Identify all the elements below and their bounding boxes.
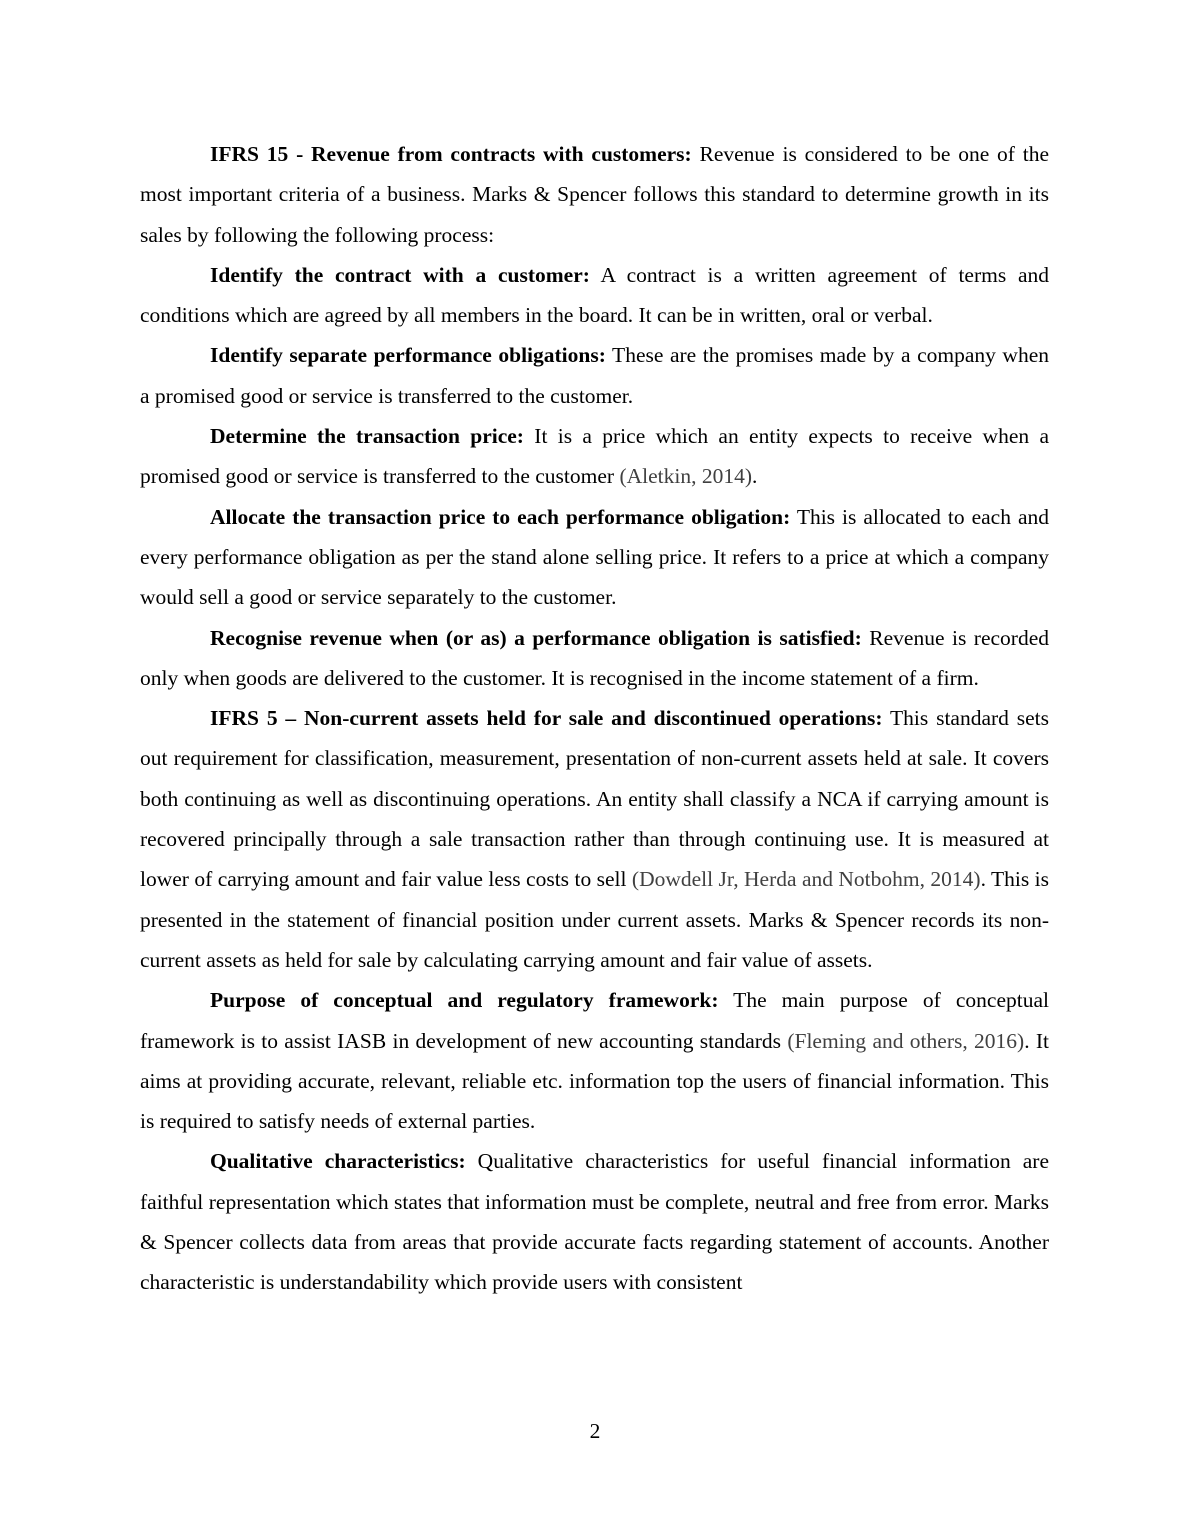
paragraph-text: Revenue is considered to be one of the most important criteria of a business. Marks & Spencer follows this standard to determine growth in its sales by following the following process:: [140, 142, 1049, 247]
paragraph-heading: Qualitative characteristics:: [210, 1149, 466, 1174]
paragraph-heading: IFRS 15 - Revenue from contracts with customers:: [210, 142, 692, 166]
page-number: 2: [589, 1419, 601, 1443]
paragraph-heading: Recognise revenue when (or as) a performance obligation is satisfied:: [210, 625, 862, 650]
paragraph-heading: Allocate the transaction price to each performance obligation:: [210, 504, 791, 529]
paragraph-identify-contract: [140, 255, 1049, 336]
paragraph-text: A contract is a written agreement of terms and conditions which are agreed by all members in the board. It can be in written, oral or verbal.: [140, 262, 1050, 328]
document-page: [140, 134, 1049, 1303]
citation: (Aletkin, 2014): [619, 464, 752, 489]
paragraph-transaction-price: [140, 416, 1049, 497]
paragraph-text: Qualitative characteristics for useful financial information are faithful representation which states that information must be complete, neutral and free from error. Marks & Spencer collects data from areas that provide accurate facts regarding statement of accounts. Another characteristic is understandability which provide users with consistent: [140, 1149, 1050, 1295]
paragraph-qualitative-characteristics: [140, 1141, 1049, 1302]
paragraph-text: These are the promises made by a company when a promised good or service is transferred to the customer.: [140, 343, 1050, 408]
paragraph-text: This is allocated to each and every performance obligation as per the stand alone selling price. It refers to a price at which a company would sell a good or service separately to the customer.: [140, 504, 1049, 610]
paragraph-text: This standard sets out requirement for classification, measurement, presentation of non-current assets held at sale. It covers both continuing as well as discontinuing operations. An entity shall classify a NCA if carrying amount is recovered principally through a sale transaction rather than through continuing use. It is measured at lower of carrying amount and fair value less costs to sell: [140, 706, 1050, 892]
paragraph-heading: Determine the transaction price:: [210, 424, 524, 449]
paragraph-text-after: . This is presented in the statement of financial position under current assets. Marks & Spencer records its non-current assets as held for sale by calculating carrying amount and fair value of assets.: [140, 867, 1049, 972]
paragraph-text-after: .: [752, 464, 758, 489]
paragraph-ifrs15: [140, 134, 1049, 255]
citation: (Fleming and others, 2016): [787, 1028, 1025, 1053]
paragraph-heading: Identify the contract with a customer:: [210, 262, 590, 287]
paragraph-conceptual-framework: [140, 980, 1049, 1141]
citation: (Dowdell Jr, Herda and Notbohm, 2014): [631, 867, 981, 892]
paragraph-ifrs5: [140, 698, 1049, 980]
paragraph-text-after: . It aims at providing accurate, relevant, reliable etc. information top the users of financial information. This is required to satisfy needs of external parties.: [140, 1028, 1049, 1134]
paragraph-recognise-revenue: [140, 618, 1049, 699]
paragraph-text: It is a price which an entity expects to receive when a promised good or service is transferred to the customer: [140, 424, 1049, 489]
paragraph-performance-obligations: [140, 335, 1049, 416]
paragraph-heading: IFRS 5 – Non-current assets held for sale and discontinued operations:: [210, 706, 883, 731]
paragraph-allocate-price: [140, 497, 1049, 618]
paragraph-text: The main purpose of conceptual framework is to assist IASB in development of new accounting standards: [140, 988, 1049, 1053]
paragraph-heading: Purpose of conceptual and regulatory framework:: [210, 988, 719, 1013]
paragraph-heading: Identify separate performance obligations:: [210, 343, 606, 368]
paragraph-text: Revenue is recorded only when goods are delivered to the customer. It is recognised in the income statement of a firm.: [140, 625, 1049, 690]
